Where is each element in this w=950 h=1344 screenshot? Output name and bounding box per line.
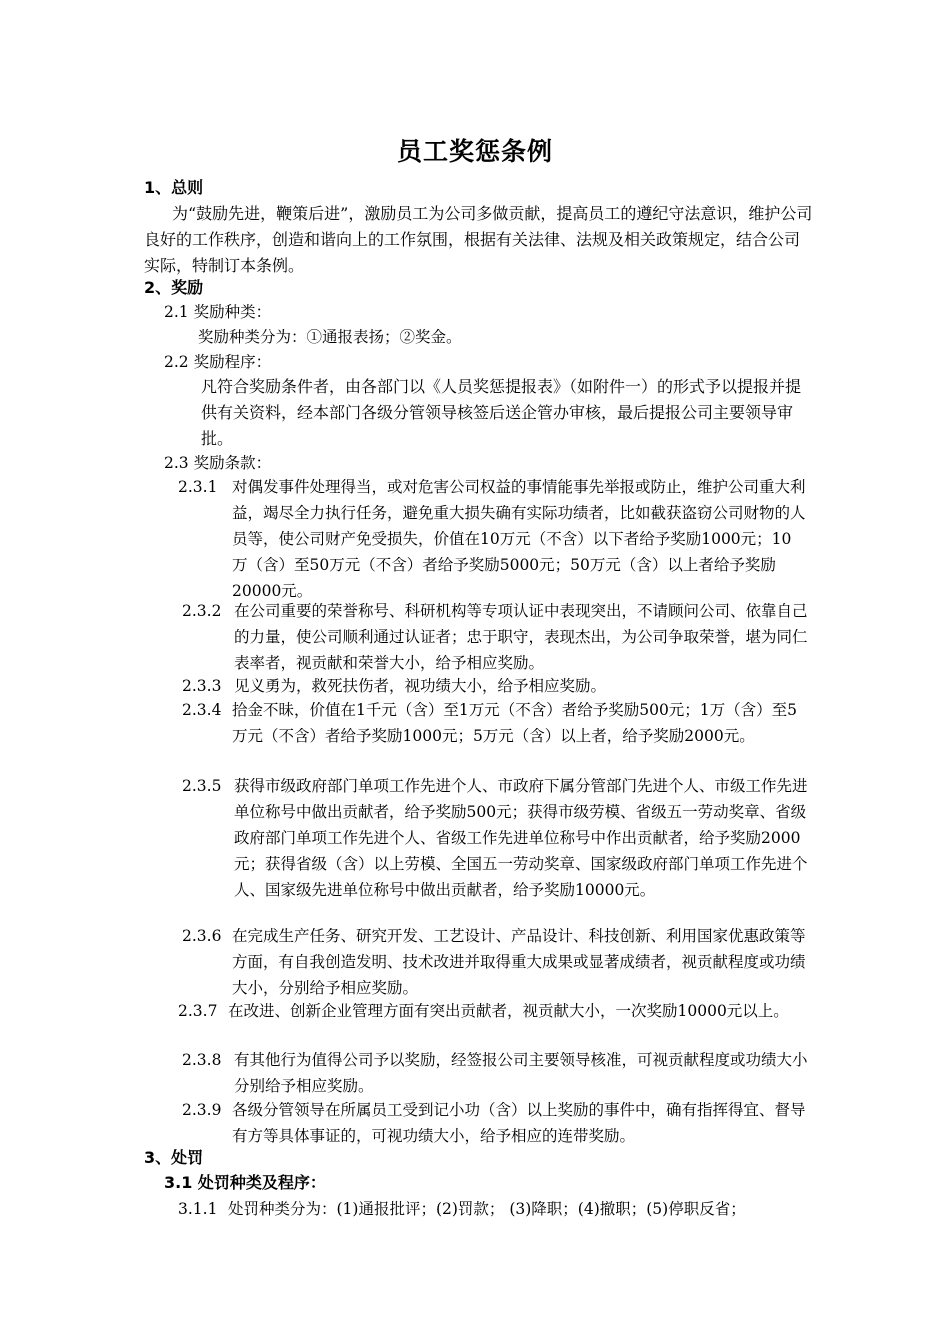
clause-text: 有其他行为值得公司予以奖励，经签报公司主要领导核准，可视贡献程度或功绩大小分别给予相应奖励。 — [234, 1051, 808, 1095]
section-3-heading: 3、处罚 — [144, 1148, 204, 1167]
section-2-2-label: 2.2 奖励程序： — [164, 353, 272, 371]
clause-number: 2.3.1 — [178, 478, 218, 496]
clause-text: 在改进、创新企业管理方面有突出贡献者，视贡献大小，一次奖励10000元以上。 — [228, 1002, 789, 1020]
section-2-3-label: 2.3 奖励条款： — [164, 454, 272, 472]
clause-text: 各级分管领导在所属员工受到记小功（含）以上奖励的事件中，确有指挥得宜、督导有方等具体事证的，可视功绩大小，给予相应的连带奖励。 — [232, 1101, 806, 1145]
clause-text: 在公司重要的荣誉称号、科研机构等专项认证中表现突出，不请顾问公司、依靠自己的力量，使公司顺利通过认证者；忠于职守，表现杰出，为公司争取荣誉，堪为同仁表率者，视贡献和荣誉大小，给予相应奖励。 — [234, 602, 808, 672]
clause-text: 见义勇为，救死扶伤者，视功绩大小，给予相应奖励。 — [234, 677, 607, 695]
clause-number: 2.3.8 — [182, 1051, 222, 1069]
clause-number: 2.3.3 — [182, 677, 222, 695]
clause-text: 在完成生产任务、研究开发、工艺设计、产品设计、科技创新、利用国家优惠政策等方面，有自我创造发明、技术改进并取得重大成果或显著成绩者，视贡献程度或功绩大小，分别给予相应奖励。 — [232, 927, 806, 997]
clause-number: 2.3.7 — [178, 1002, 218, 1020]
clause-text: 处罚种类分为：(1)通报批评；(2)罚款； (3)降职；(4)撤职；(5)停职反省； — [228, 1200, 746, 1218]
section-2-heading: 2、奖励 — [144, 278, 204, 297]
section-1-body: 为“鼓励先进，鞭策后进”，激励员工为公司多做贡献，提高员工的遵纪守法意识，维护公司良好的工作秩序，创造和谐向上的工作氛围，根据有关法律、法规及相关政策规定，结合公司实际，特制订本条例。 — [144, 204, 813, 275]
section-2-2-body: 凡符合奖励条件者，由各部门以《人员奖惩提报表》（如附件一）的形式予以提报并提供有关资料，经本部门各级分管领导核签后送企管办审核，最后提报公司主要领导审批。 — [201, 377, 802, 448]
clause-text: 对偶发事件处理得当，或对危害公司权益的事情能事先举报或防止，维护公司重大利益，竭尽全力执行任务，避免重大损失确有实际功绩者，比如截获盗窃公司财物的人员等，使公司财产免受损失，价值在10万元（不含）以下者给予奖励1000元；10万（含）至50万元（不含）者给予奖励5000元；50万元（含）以上者给予奖励20000元。 — [232, 478, 806, 600]
clause-number: 2.3.4 — [182, 701, 222, 719]
clause-number: 2.3.6 — [182, 927, 222, 945]
document-title: 员工奖惩条例 — [396, 137, 553, 166]
section-3-1-label: 3.1 处罚种类及程序： — [164, 1173, 326, 1192]
clause-text: 拾金不昧，价值在1千元（含）至1万元（不含）者给予奖励500元；1万（含）至5万元（不含）者给予奖励1000元；5万元（含）以上者，给予奖励2000元。 — [232, 701, 798, 745]
clause-number: 3.1.1 — [178, 1200, 218, 1218]
clause-text: 获得市级政府部门单项工作先进个人、市政府下属分管部门先进个人、市级工作先进单位称号中做出贡献者，给予奖励500元；获得市级劳模、省级五一劳动奖章、省级政府部门单项工作先进个人、省级工作先进单位称号中作出贡献者，给予奖励2000元；获得省级（含）以上劳模、全国五一劳动奖章、国家级政府部门单项工作先进个人、国家级先进单位称号中做出贡献者，给予奖励10000元。 — [234, 777, 808, 899]
clause-number: 2.3.5 — [182, 777, 222, 795]
section-2-1-label: 2.1 奖励种类： — [164, 303, 272, 321]
section-2-1-body: 奖励种类分为：①通报表扬；②奖金。 — [198, 328, 462, 346]
clause-number: 2.3.9 — [182, 1101, 222, 1119]
clause-number: 2.3.2 — [182, 602, 222, 620]
section-1-heading: 1、总则 — [144, 178, 204, 197]
